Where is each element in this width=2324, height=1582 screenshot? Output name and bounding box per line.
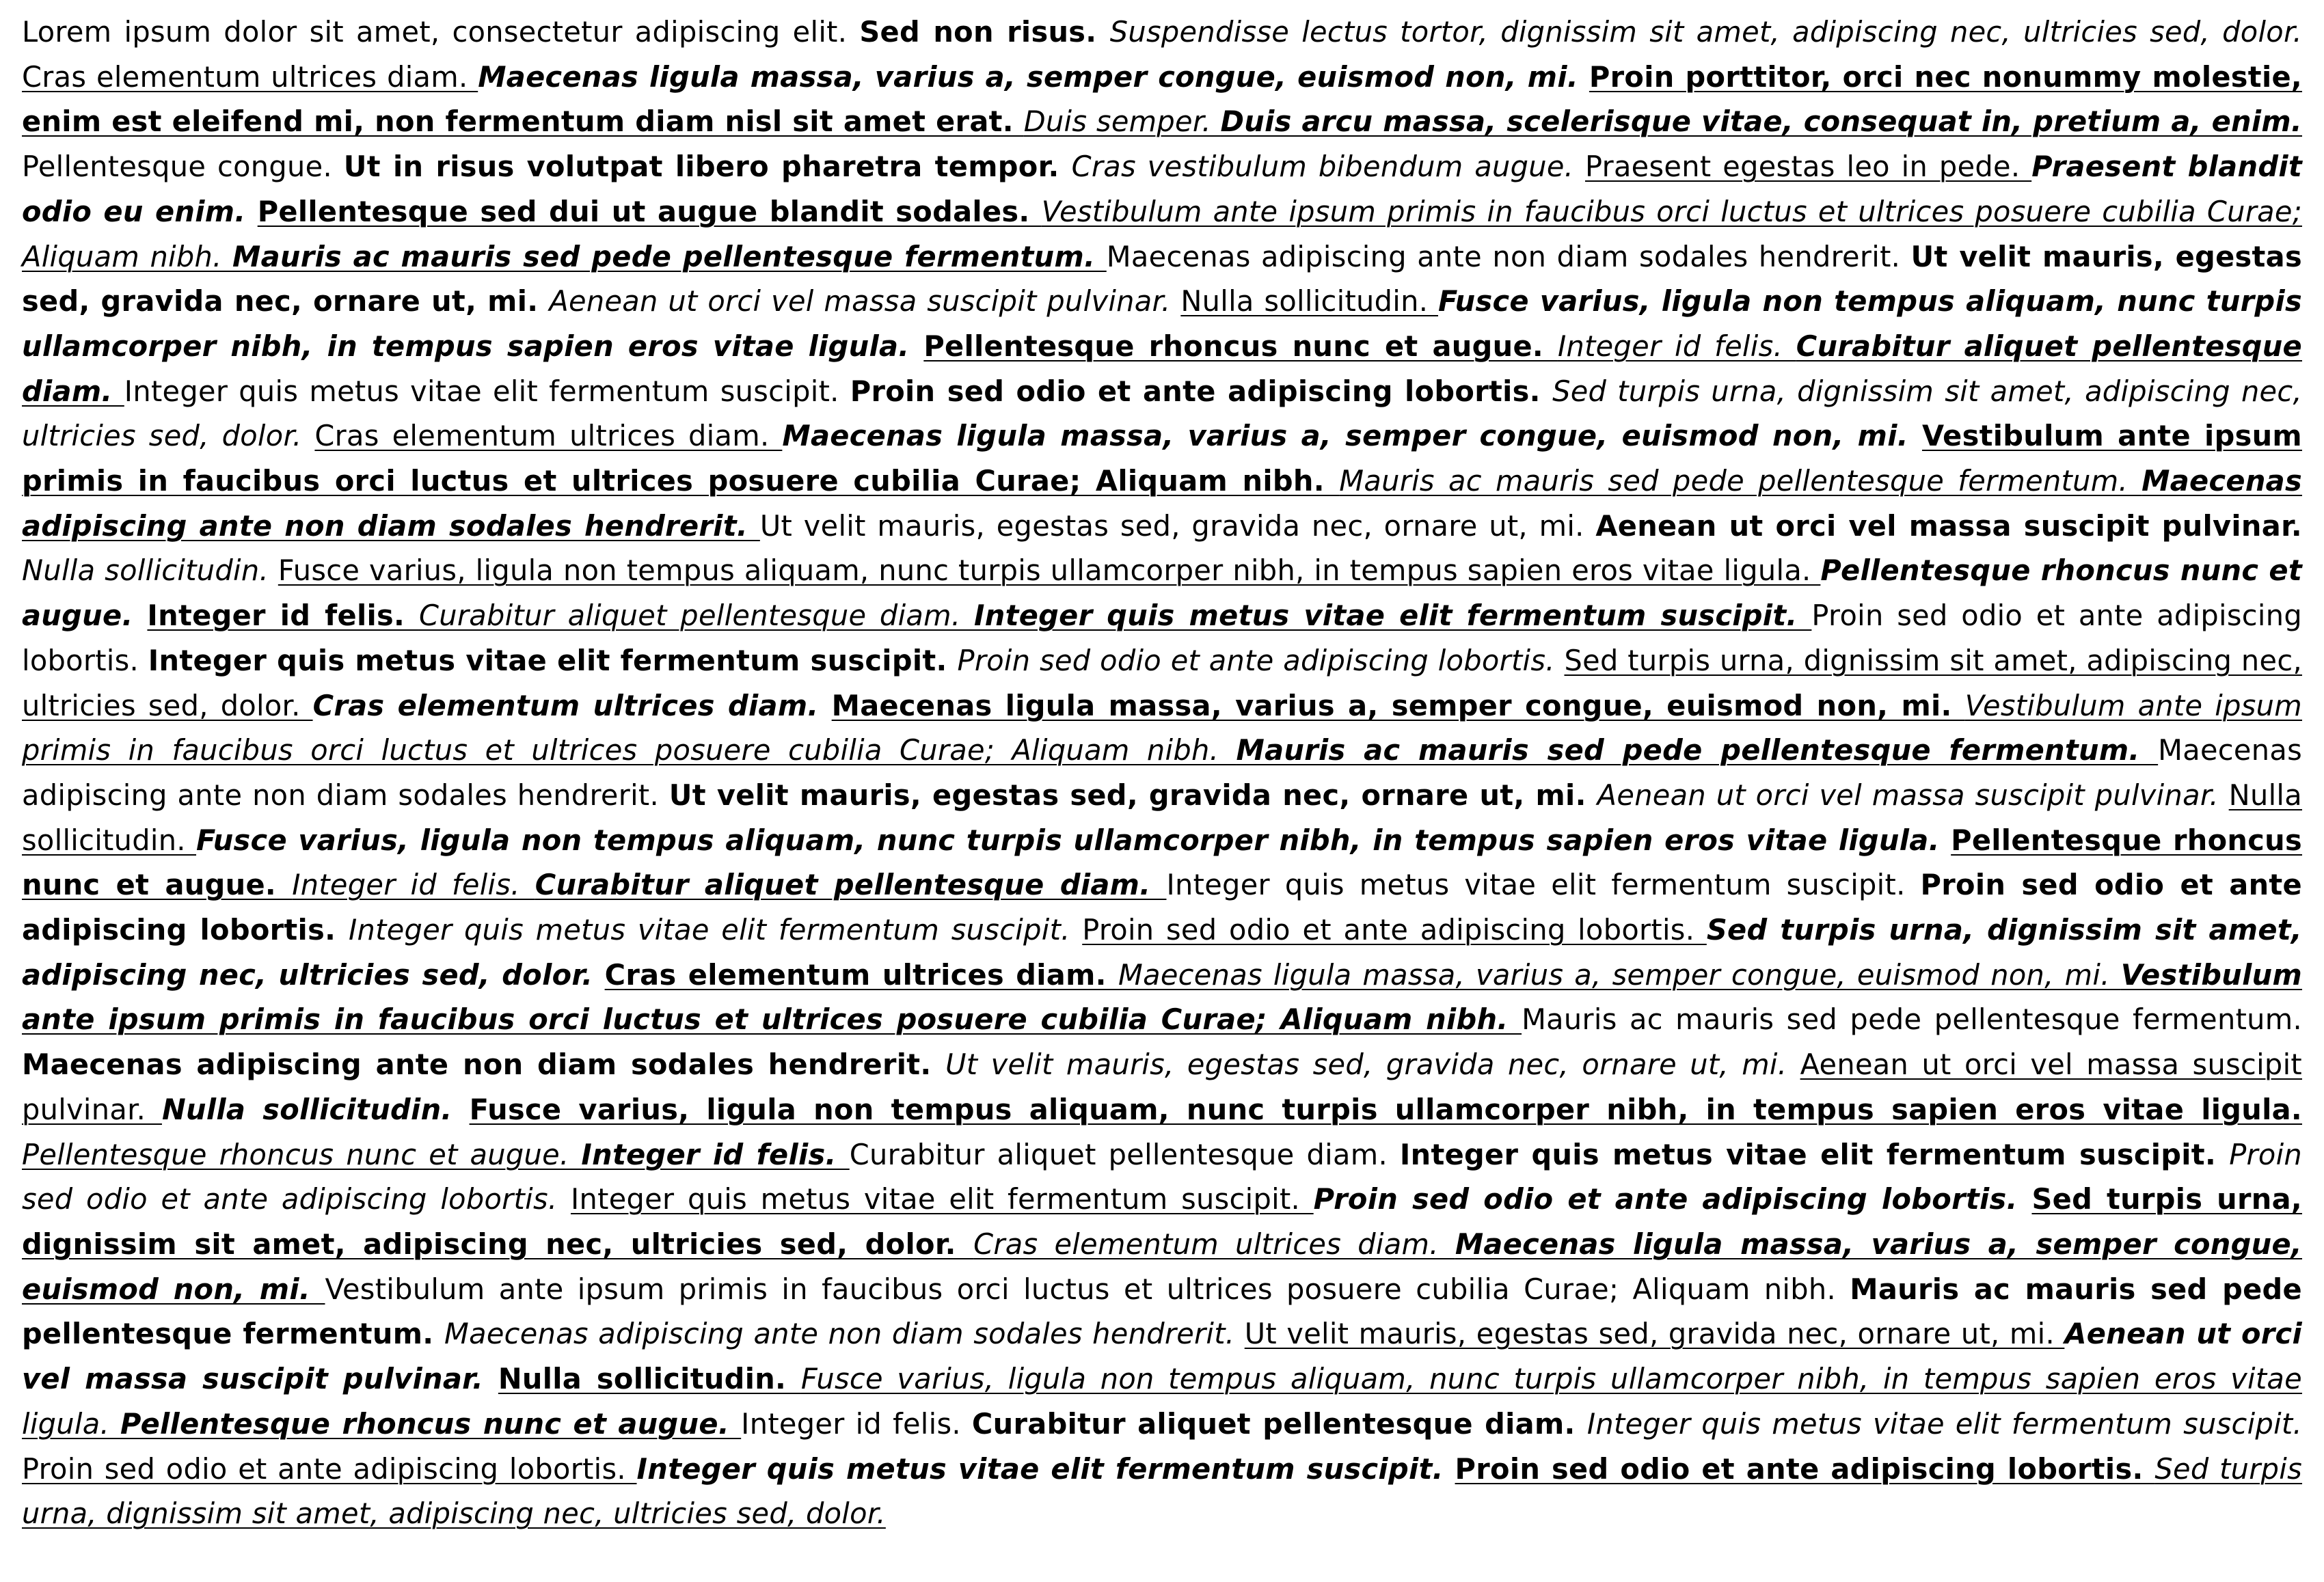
text-run: Aenean ut orci vel massa suscipit pulvinar. (1597, 778, 2229, 812)
text-run: Ut velit mauris, egestas sed, gravida nec, ornare ut, mi. (668, 778, 1597, 812)
text-run: Proin porttitor, orci nec nonummy molestie, enim est eleifend mi, non fermentum diam nisl sit amet erat. (22, 59, 2302, 139)
text-run: Sed turpis urna, dignissim sit amet, adipiscing nec, ultricies sed, dolor. (22, 643, 2302, 722)
text-run: Integer quis metus vitae elit fermentum suscipit. (124, 374, 850, 408)
text-run: Integer quis metus vitae elit fermentum suscipit. (1586, 1406, 2302, 1441)
text-run: Integer quis metus vitae elit fermentum suscipit. (1166, 868, 1921, 902)
text-run: Proin sed odio et ante adipiscing lobortis. (22, 599, 2302, 677)
text-run: Maecenas adipiscing ante non diam sodales hendrerit. (22, 464, 2302, 543)
text-run: Nulla sollicitudin. (161, 1092, 470, 1126)
text-run: Ut velit mauris, egestas sed, gravida nec, ornare ut, mi. (945, 1048, 1800, 1082)
text-run: Aenean ut orci vel massa suscipit pulvinar. (549, 284, 1181, 318)
text-run: Cras elementum ultrices diam. (973, 1227, 1455, 1261)
text-run: Integer quis metus vitae elit fermentum suscipit. (148, 643, 958, 677)
text-run: Mauris ac mauris sed pede pellentesque fermentum. (1236, 733, 2159, 767)
text-run: Vestibulum ante ipsum primis in faucibus orci luctus et ultrices posuere cubilia Curae; Aliquam nibh. (22, 419, 2302, 498)
text-run: Curabitur aliquet pellentesque diam. (22, 329, 2302, 408)
text-run: Sed turpis urna, dignissim sit amet, adipiscing nec, ultricies sed, dolor. (22, 374, 2302, 453)
text-run: Pellentesque rhoncus nunc et augue. (923, 329, 1558, 363)
text-run: Proin sed odio et ante adipiscing lobortis. (850, 374, 1553, 408)
text-run: Integer quis metus vitae elit fermentum suscipit. (974, 599, 1812, 633)
text-run: Pellentesque rhoncus nunc et augue. (22, 1137, 582, 1171)
text-run: Fusce varius, ligula non tempus aliquam, nunc turpis ullamcorper nibh, in tempus sapien eros vitae ligula. (469, 1092, 2302, 1126)
text-run: Proin sed odio et ante adipiscing lobortis. (22, 868, 2302, 947)
text-run: Curabitur aliquet pellentesque diam. (418, 599, 974, 633)
text-run: Maecenas adipiscing ante non diam sodales hendrerit. (22, 733, 2302, 812)
text-run: Sed turpis urna, dignissim sit amet, adipiscing nec, ultricies sed, dolor. (22, 1182, 2302, 1261)
text-run: Aenean ut orci vel massa suscipit pulvinar. (1595, 508, 2302, 543)
text-run: Cras elementum ultrices diam. (604, 957, 1118, 992)
text-run: Integer quis metus vitae elit fermentum suscipit. (1399, 1137, 2230, 1171)
text-run: Maecenas ligula massa, varius a, semper congue, euismod non, mi. (478, 59, 1589, 94)
text-run: Maecenas adipiscing ante non diam sodales hendrerit. (22, 1048, 946, 1082)
text-run: Cras elementum ultrices diam. (312, 688, 832, 722)
text-run: Duis arcu massa, scelerisque vitae, consequat in, pretium a, enim. (1220, 105, 2302, 139)
text-run: Maecenas ligula massa, varius a, semper congue, euismod non, mi. (1118, 957, 2121, 992)
text-run: Nulla sollicitudin. (498, 1362, 801, 1396)
text-run: Proin sed odio et ante adipiscing lobortis. (22, 1137, 2302, 1216)
text-run: Pellentesque rhoncus nunc et augue. (22, 554, 2302, 633)
text-run: Curabitur aliquet pellentesque diam. (971, 1406, 1587, 1441)
text-run: Pellentesque sed dui ut augue blandit sodales. (257, 194, 1042, 228)
text-run: Cras vestibulum bibendum augue. (1071, 150, 1585, 184)
text-run: Praesent egestas leo in pede. (1584, 150, 2032, 184)
text-run: Mauris ac mauris sed pede pellentesque fermentum. (232, 239, 1107, 273)
text-run: Pellentesque rhoncus nunc et augue. (22, 823, 2302, 902)
document-body (22, 10, 2302, 1536)
text-run: Integer id felis. (741, 1406, 972, 1441)
text-run: Integer id felis. (581, 1137, 850, 1171)
text-run: Suspendisse lectus tortor, dignissim sit amet, adipiscing nec, ultricies sed, dolor. (1109, 15, 2303, 49)
text-run: Aenean ut orci vel massa suscipit pulvinar. (22, 1317, 2302, 1396)
text-run: Pellentesque congue. (22, 150, 344, 184)
text-run: Proin sed odio et ante adipiscing lobortis. (1313, 1182, 2032, 1216)
text-run: Nulla sollicitudin. (22, 554, 278, 588)
text-run: Praesent blandit odio eu enim. (22, 150, 2302, 228)
text-run: Curabitur aliquet pellentesque diam. (535, 868, 1167, 902)
text-run: Maecenas adipiscing ante non diam sodales hendrerit. (444, 1317, 1245, 1351)
text-run: Proin sed odio et ante adipiscing lobortis. (1455, 1451, 2155, 1486)
text-run: Ut velit mauris, egestas sed, gravida nec, ornare ut, mi. (759, 508, 1596, 543)
text-run: Integer id felis. (292, 868, 535, 902)
text-run: Nulla sollicitudin. (1180, 284, 1438, 318)
text-run: Maecenas ligula massa, varius a, semper congue, euismod non, mi. (22, 1227, 2302, 1306)
text-run: Integer quis metus vitae elit fermentum suscipit. (570, 1182, 1314, 1216)
text-run: Proin sed odio et ante adipiscing lobortis. (22, 1451, 637, 1486)
text-run: Mauris ac mauris sed pede pellentesque fermentum. (1522, 1003, 2302, 1037)
text-run: Integer quis metus vitae elit fermentum suscipit. (349, 913, 1083, 947)
text-run: Duis semper. (1023, 105, 1221, 139)
text-run: Fusce varius, ligula non tempus aliquam, nunc turpis ullamcorper nibh, in tempus sapien eros vitae ligula. (22, 1362, 2302, 1441)
text-run: Integer id felis. (1557, 329, 1796, 363)
paragraph (22, 10, 2302, 1536)
text-run: Ut velit mauris, egestas sed, gravida nec, ornare ut, mi. (22, 239, 2302, 318)
text-run: Vestibulum ante ipsum primis in faucibus orci luctus et ultrices posuere cubilia Curae; Aliquam nibh. (325, 1272, 1850, 1306)
text-run: Maecenas ligula massa, varius a, semper congue, euismod non, mi. (782, 419, 1922, 453)
text-run: Fusce varius, ligula non tempus aliquam, nunc turpis ullamcorper nibh, in tempus sapien eros vitae ligula. (278, 554, 1821, 588)
text-run: Mauris ac mauris sed pede pellentesque fermentum. (1339, 464, 2142, 498)
text-run: Fusce varius, ligula non tempus aliquam, nunc turpis ullamcorper nibh, in tempus sapien eros vitae ligula. (196, 823, 1951, 857)
text-run: Pellentesque rhoncus nunc et augue. (120, 1406, 742, 1441)
text-run: Curabitur aliquet pellentesque diam. (849, 1137, 1400, 1171)
text-run: Aenean ut orci vel massa suscipit pulvinar. (22, 1048, 2302, 1126)
text-run: Integer id felis. (147, 599, 419, 633)
text-run: Fusce varius, ligula non tempus aliquam, nunc turpis ullamcorper nibh, in tempus sapien eros vitae ligula. (22, 284, 2302, 363)
text-run: Ut in risus volutpat libero pharetra tempor. (343, 150, 1072, 184)
text-run: Proin sed odio et ante adipiscing lobortis. (957, 643, 1565, 677)
text-run: Sed non risus. (859, 15, 1110, 49)
text-run: Vestibulum ante ipsum primis in faucibus orci luctus et ultrices posuere cubilia Curae; Aliquam nibh. (22, 688, 2302, 767)
text-run: Maecenas adipiscing ante non diam sodales hendrerit. (1106, 239, 1911, 273)
text-run: Cras elementum ultrices diam. (22, 59, 478, 94)
text-run: Ut velit mauris, egestas sed, gravida nec, ornare ut, mi. (1244, 1317, 2065, 1351)
text-run: Sed turpis urna, dignissim sit amet, adipiscing nec, ultricies sed, dolor. (22, 913, 2302, 992)
text-run: Vestibulum ante ipsum primis in faucibus orci luctus et ultrices posuere cubilia Curae; Aliquam nibh. (22, 957, 2303, 1037)
text-run: Maecenas ligula massa, varius a, semper congue, euismod non, mi. (831, 688, 1965, 722)
text-run: Lorem ipsum dolor sit amet, consectetur adipiscing elit. (22, 15, 860, 49)
text-run: Vestibulum ante ipsum primis in faucibus orci luctus et ultrices posuere cubilia Curae; Aliquam nibh. (22, 194, 2302, 273)
text-run: Proin sed odio et ante adipiscing lobortis. (1082, 913, 1707, 947)
text-run: Cras elementum ultrices diam. (314, 419, 783, 453)
text-run: Nulla sollicitudin. (22, 778, 2302, 857)
text-run: Integer quis metus vitae elit fermentum suscipit. (636, 1451, 1455, 1486)
text-run: Mauris ac mauris sed pede pellentesque fermentum. (22, 1272, 2302, 1351)
text-run: Sed turpis urna, dignissim sit amet, adipiscing nec, ultricies sed, dolor. (22, 1451, 2303, 1531)
